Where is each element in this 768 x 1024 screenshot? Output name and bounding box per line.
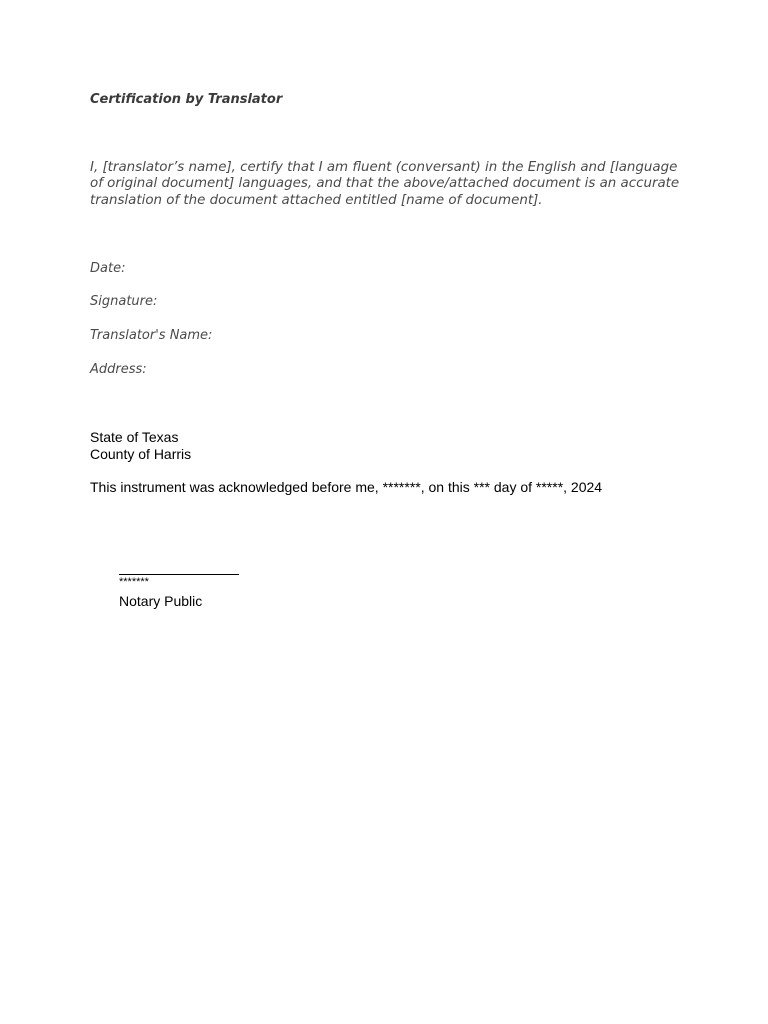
signature-field-label: Signature: — [90, 294, 158, 309]
notary-state: State of Texas — [90, 429, 179, 445]
paragraph-line: I, [translator’s name], certify that I am fluent (conversant) in the English and [language — [90, 160, 678, 175]
notary-signer-title: Notary Public — [119, 593, 203, 609]
notary-signature-line — [119, 574, 239, 575]
date-field-label: Date: — [90, 261, 126, 276]
paragraph-line: translation of the document attached entitled [name of document]. — [90, 192, 543, 208]
notary-signer-name: ******* — [119, 576, 149, 588]
document-title: Certification by Translator — [90, 92, 283, 107]
address-field-label: Address: — [90, 362, 147, 377]
notary-county: County of Harris — [90, 446, 192, 462]
acknowledgment-statement: This instrument was acknowledged before me, *******, on this *** day of *****, 2024 — [90, 479, 603, 495]
paragraph-line: of original document] languages, and that the above/attached document is an accurate — [90, 176, 680, 192]
certification-paragraph — [90, 160, 690, 209]
translator-name-field-label: Translator's Name: — [90, 328, 213, 343]
